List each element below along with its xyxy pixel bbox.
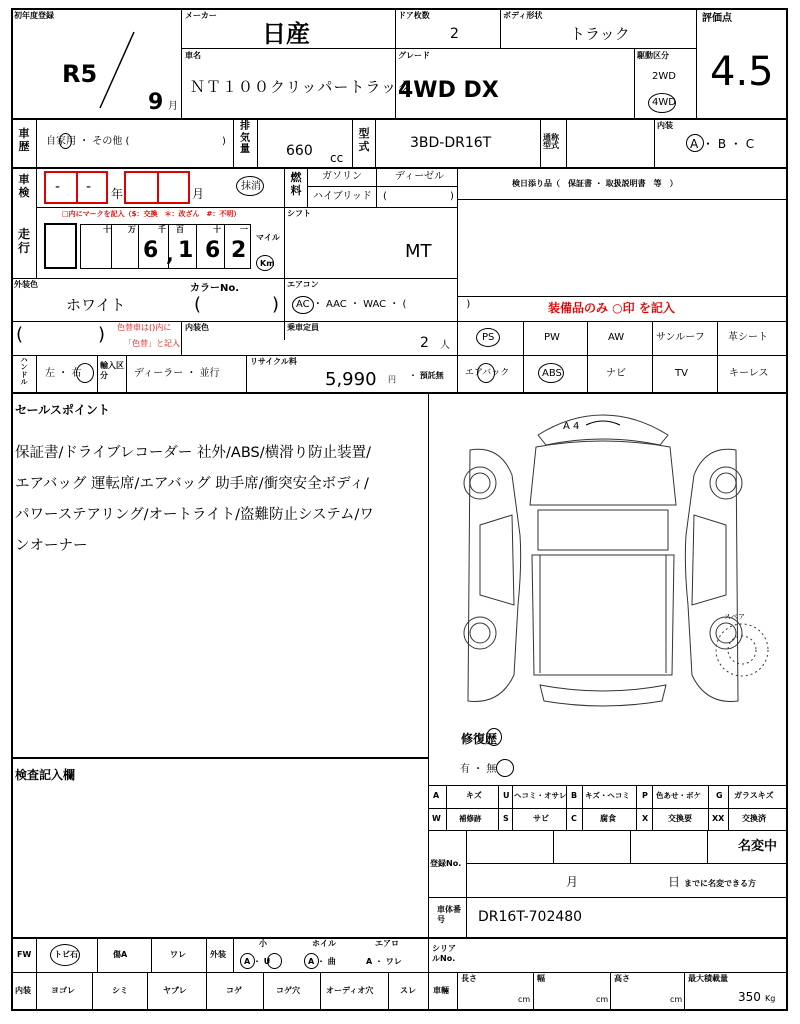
shift-label: シフト	[287, 209, 311, 218]
exterior-color-value: ホワイト	[66, 296, 126, 314]
equip-airbag: エアバック	[465, 368, 510, 378]
handle-right-circle	[76, 363, 94, 383]
length-unit: cm	[518, 995, 531, 1004]
year-dash-1: -	[55, 179, 61, 195]
unit-ten-thousand: 万	[128, 225, 136, 234]
equip-keyless: キーレス	[729, 368, 769, 379]
equip-ps-circle	[476, 328, 500, 347]
interior-stain: ヨゴレ	[51, 986, 75, 995]
interior-color-paren-close: )	[98, 324, 106, 345]
mileage-comma: ,	[166, 242, 174, 266]
grade-value: 4WD DX	[398, 78, 499, 103]
capacity-label: 乗車定員	[287, 323, 319, 332]
serial-no-label: シリアルNo.	[432, 944, 456, 964]
legend-desc-b: キズ・ヘコミ	[585, 791, 630, 800]
doors-value: 2	[450, 26, 459, 42]
exterior-label: 外装	[210, 950, 226, 959]
registration-month-unit: 月	[566, 875, 579, 889]
sales-points-label: セールスポイント	[15, 403, 110, 417]
legend-desc-x: 交換要	[668, 814, 692, 823]
displacement-label: 排 気 量	[240, 121, 250, 155]
legend-code-s: S	[503, 814, 509, 823]
equip-pw: PW	[544, 332, 560, 343]
sales-point-line-4: ンオーナー	[15, 538, 88, 554]
mileage-digit-box-0	[44, 223, 77, 269]
name-change-deadline: までに名変できる方	[684, 879, 756, 888]
aircon-options: AC ・ AAC ・ WAC ・ ( )	[296, 299, 471, 310]
interior-color-paren-open: (	[16, 324, 24, 345]
interior-tear: ヤブレ	[163, 986, 187, 995]
accessories-label: 検日添り品（ 保証書 ・ 取扱説明書 等 ）	[512, 179, 678, 188]
first-registration-label: 初年度登録	[14, 11, 54, 20]
drive-2wd: 2WD	[652, 71, 676, 82]
interior-color-label: 内装色	[185, 323, 209, 332]
width-unit: cm	[596, 995, 609, 1004]
equipment-title: 装備品のみ ○印 を記入	[548, 301, 675, 315]
equip-airbag-circle	[477, 363, 495, 383]
sales-point-line-2: エアバッグ 運転席/エアバッグ 助手席/衝突安全ボディ/	[15, 476, 369, 492]
drive-4wd: 4WD	[652, 97, 676, 108]
sales-point-line-3: パワーステアリング/オートライト/盗難防止システム/ワ	[15, 507, 374, 523]
maker-label: メーカー	[185, 11, 217, 20]
common-type-label: 通称型式	[543, 133, 559, 150]
repaint-note-2: 「色替」と記入	[124, 339, 180, 348]
recycle-deposit: ・ 預託無	[409, 371, 444, 380]
interior-condition-label: 内装	[15, 986, 31, 995]
chassis-no-value: DR16T-702480	[478, 909, 583, 925]
interior-burn-hole: コゲ穴	[276, 986, 300, 995]
equip-tv: TV	[675, 368, 688, 379]
legend-code-u: U	[503, 791, 510, 800]
legend-desc-xx: 交換済	[742, 814, 766, 823]
hybrid-paren-close: )	[450, 191, 454, 202]
mileage-note: □内にマークを記入（$：交換 ＊：改ざん #：不明）	[62, 210, 241, 218]
repair-history-value: 有 ・ 無	[460, 764, 497, 775]
legend-code-g: G	[716, 791, 723, 800]
height-unit: cm	[670, 995, 683, 1004]
grade-label: グレード	[398, 51, 430, 60]
equip-leather-seat: 革シート	[728, 332, 768, 343]
fuel-diesel: ディーゼル	[395, 171, 444, 182]
body-value: トラック	[570, 25, 630, 43]
interior-spot: シミ	[112, 986, 128, 995]
import-value: ディーラー ・ 並行	[134, 368, 220, 379]
equip-aw: AW	[608, 332, 625, 343]
legend-code-b: B	[571, 791, 578, 800]
capacity-value: 2	[420, 335, 429, 351]
equip-sunroof: サンルーフ	[656, 332, 705, 343]
equip-abs: ABS	[542, 368, 562, 379]
fw-scratch: 傷A	[113, 950, 128, 959]
interior-burn: コゲ	[226, 986, 242, 995]
max-load-unit: Kg	[765, 994, 776, 1003]
displacement-value: 660	[286, 143, 313, 159]
small-label: 小	[259, 939, 267, 948]
aircon-ac-circle	[292, 296, 314, 314]
legend-code-p: P	[642, 791, 648, 800]
import-label: 輸入区分	[100, 361, 124, 380]
width-label: 幅	[537, 974, 545, 983]
chassis-no-label: 車体番号	[437, 905, 461, 925]
interior-a-circle	[686, 134, 704, 152]
legend-code-a: A	[433, 791, 440, 800]
private-use-circle	[59, 133, 72, 149]
legend-desc-u: ヘコミ・オサレ	[514, 791, 567, 800]
wheel-label: ホイル	[312, 939, 336, 948]
spare-label: スペア	[724, 613, 745, 621]
doors-label: ドア枚数	[398, 11, 430, 20]
mileage-digit-ten: 6	[205, 238, 221, 263]
small-a-circle	[240, 953, 255, 969]
first-registration-month: 9	[148, 90, 164, 115]
month-unit: 月	[168, 101, 178, 112]
legend-desc-c: 腐食	[600, 814, 616, 823]
recycle-label: リサイクル料	[250, 357, 297, 366]
aero-label: エアロ	[375, 939, 399, 948]
fw-chip: トビ石	[54, 950, 78, 959]
type-value: 3BD-DR16T	[410, 135, 492, 151]
repair-none-circle	[496, 759, 514, 777]
registration-day-unit: 日	[668, 875, 681, 889]
repair-history-label: 修復歴	[461, 732, 498, 746]
legend-desc-g: ガラスキズ	[734, 791, 774, 800]
legend-desc-w: 補修跡	[459, 814, 482, 823]
color-no-label: カラーNo.	[190, 283, 240, 294]
fuel-gasoline: ガソリン	[322, 171, 362, 182]
mileage-label: 走 行	[17, 227, 30, 255]
legend-code-w: W	[432, 814, 441, 823]
unit-hundred: 百	[176, 225, 184, 234]
wheel-value: A ・ 曲	[308, 957, 336, 966]
legend-desc-p: 色あせ・ボケ	[656, 791, 701, 800]
hybrid-paren-open: (	[383, 191, 387, 202]
unit-thousand: 千	[158, 225, 166, 234]
max-load-label: 最大積載量	[688, 974, 728, 983]
usage-close: )	[222, 136, 226, 147]
small-value: A ・ U	[244, 957, 271, 966]
cc-unit: cc	[330, 151, 344, 165]
fuel-label: 燃 料	[290, 171, 302, 197]
max-load-value: 350	[738, 990, 761, 1004]
handle-label: ハ ン ド ル	[20, 356, 28, 387]
color-no-paren-open: (	[194, 294, 202, 315]
registration-no-label: 登録No.	[430, 859, 462, 868]
mileage-digit-thousand: 6	[143, 238, 159, 263]
score-value: 4.5	[710, 49, 774, 95]
mile-unit: マイル	[256, 233, 280, 242]
sales-point-line-1: 保証書/ドライブレコーダー 社外/ABS/横滑り防止装置/	[15, 445, 372, 461]
recycle-value: 5,990	[325, 369, 377, 390]
inspection-month-unit: 月	[192, 187, 205, 201]
interior-audio-hole: オーディオ穴	[326, 986, 374, 995]
model-label: 車名	[185, 51, 201, 60]
km-unit: Km	[260, 259, 275, 268]
color-no-paren-close: )	[272, 294, 280, 315]
fuel-hybrid: ハイブリッド	[313, 191, 372, 202]
shift-value: MT	[405, 241, 432, 262]
equip-ps: PS	[482, 332, 495, 343]
expired-circle	[236, 176, 264, 196]
unit-one: 一	[240, 225, 248, 234]
aero-value: A ・ ワレ	[366, 957, 402, 966]
exterior-color-label: 外装色	[14, 280, 38, 289]
capacity-unit: 人	[440, 340, 450, 351]
fw-crack: ワレ	[170, 950, 186, 959]
unit-ten-thousand-ten: 十	[103, 225, 111, 234]
model-value: ＮＴ１００クリッパートラック	[190, 78, 414, 96]
dims-label: 車輛	[433, 986, 449, 995]
legend-desc-a: キズ	[466, 791, 482, 800]
handle-value: 左 ・ 右	[45, 368, 82, 379]
inspection-year-unit: 年	[111, 187, 124, 201]
small-u-circle	[267, 953, 282, 969]
date-slash	[96, 30, 138, 110]
fw-chip-circle	[50, 944, 80, 966]
mileage-digit-hundred: 1	[178, 238, 194, 263]
aircon-label: エアコン	[287, 280, 319, 289]
inspection-label: 車 検	[18, 173, 30, 199]
repair-history-check-circle	[486, 728, 502, 746]
damage-mark: A 4	[563, 421, 580, 432]
maker-value: 日産	[262, 20, 310, 48]
expired-label: 抹消	[241, 181, 261, 192]
type-label: 型 式	[358, 127, 370, 153]
interior-label: 内装	[657, 121, 673, 130]
wheel-a-circle	[304, 953, 319, 969]
usage-value: 自家用 ・ その他 (	[46, 136, 130, 147]
drive-4wd-circle	[648, 93, 676, 113]
length-label: 長さ	[461, 974, 477, 983]
interior-wear: スレ	[400, 986, 416, 995]
history-label: 車 歴	[18, 127, 30, 153]
legend-desc-s: サビ	[533, 814, 549, 823]
recycle-unit: 円	[388, 375, 396, 384]
year-dash-2: -	[86, 179, 92, 195]
equip-navi: ナビ	[606, 368, 626, 379]
km-circle	[256, 255, 274, 271]
mileage-digit-one: 2	[231, 238, 247, 263]
fw-label: FW	[17, 950, 32, 959]
first-registration-era-year: R5	[62, 60, 98, 88]
name-change-pending: 名変中	[738, 839, 778, 854]
body-label: ボディ形状	[503, 11, 543, 20]
vehicle-diagram	[440, 405, 780, 725]
legend-code-c: C	[571, 814, 577, 823]
unit-ten: 十	[213, 225, 221, 234]
height-label: 高さ	[614, 974, 630, 983]
legend-code-x: X	[642, 814, 649, 823]
legend-code-xx: XX	[712, 814, 725, 823]
score-label: 評価点	[702, 13, 732, 24]
repaint-note-1: 色替車は()内に	[117, 323, 172, 332]
drive-label: 駆動区分	[637, 51, 669, 60]
interior-grades: A ・ B ・ C	[690, 137, 755, 151]
inspection-notes-label: 検査記入欄	[15, 768, 76, 782]
equip-abs-circle	[538, 363, 564, 383]
